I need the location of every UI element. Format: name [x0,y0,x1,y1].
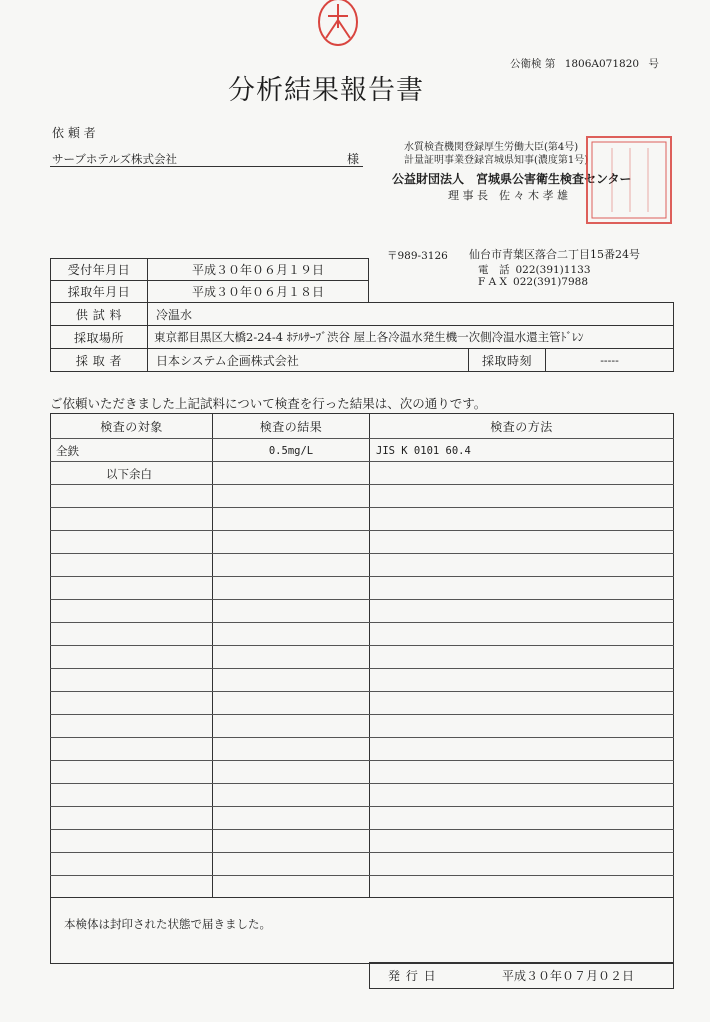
issuer-address: 仙台市青葉区落合二丁目15番24号 [469,248,640,261]
table-row-method: JIS K 0101 60.4 [376,445,471,457]
report-number-prefix: 公衛検 第 [510,58,556,70]
location-label: 採取場所 [73,330,124,345]
issuer-registration-1: 水質検査機関登録厚生労働大臣(第4号) [404,142,579,153]
sampler-label: 採 取 者 [75,353,123,368]
issuer-registration-2: 計量証明事業登録宮城県知事(濃度第1号) [404,155,589,166]
issuer-postal: 〒989-3126 [387,250,448,262]
table-row-remainder-note: 以下余白 [106,467,152,481]
page-title: 分析結果報告書 [228,75,424,106]
sampled-date-label: 採取年月日 [67,285,131,299]
sample-value: 冷温水 [156,307,193,322]
received-date-label: 受付年月日 [67,263,131,277]
requester-label: 依 頼 者 [52,126,96,140]
issue-date-box [369,962,674,989]
remarks-text: 本検体は封印された状態で届きました。 [64,917,271,931]
tel-value: 022(391)1133 [515,264,591,276]
sample-label: 供 試 料 [75,307,123,322]
results-header-method: 検査の方法 [490,419,553,434]
sampled-date: 平成３０年０６月１８日 [191,285,324,299]
sample-time-value: ----- [600,353,619,367]
results-header-target: 検査の対象 [100,419,163,434]
sample-time-label: 採取時刻 [481,353,532,368]
requester-honorific: 様 [347,152,360,166]
report-number-value: 1806A071820 [564,58,640,70]
report-number-suffix: 号 [648,58,659,70]
location-value: 東京都目黒区大橋2-24-4 ﾎﾃﾙｻｰﾌﾞ渋谷 屋上各冷温水発生機一次側冷温水還主管ﾄﾞﾚﾝ [154,330,584,344]
issue-date-label: 発 行 日 [388,969,437,983]
issue-date-value: 平成３０年０７月０２日 [502,969,635,983]
issuer-representative: 理 事 長 佐 々 木 孝 雄 [448,189,568,202]
received-date: 平成３０年０６月１９日 [191,263,324,277]
issuer-organization: 公益財団法人 宮城県公害衛生検査センター [392,172,632,186]
fax-label: F A X [478,276,508,288]
results-header-result: 検査の結果 [259,419,323,434]
sampler-value: 日本システム企画株式会社 [156,353,299,368]
fax-value: 022(391)7988 [513,276,589,288]
table-row-target: 全鉄 [56,444,79,458]
tel-label: 電 話 [478,264,510,276]
table-row-result: 0.5mg/L [268,445,314,457]
requester-name: サーブホテルズ株式会社 [52,152,178,166]
intro-text: ご依頼いただきました上記試料について検査を行った結果は、次の通りです。 [50,396,487,411]
